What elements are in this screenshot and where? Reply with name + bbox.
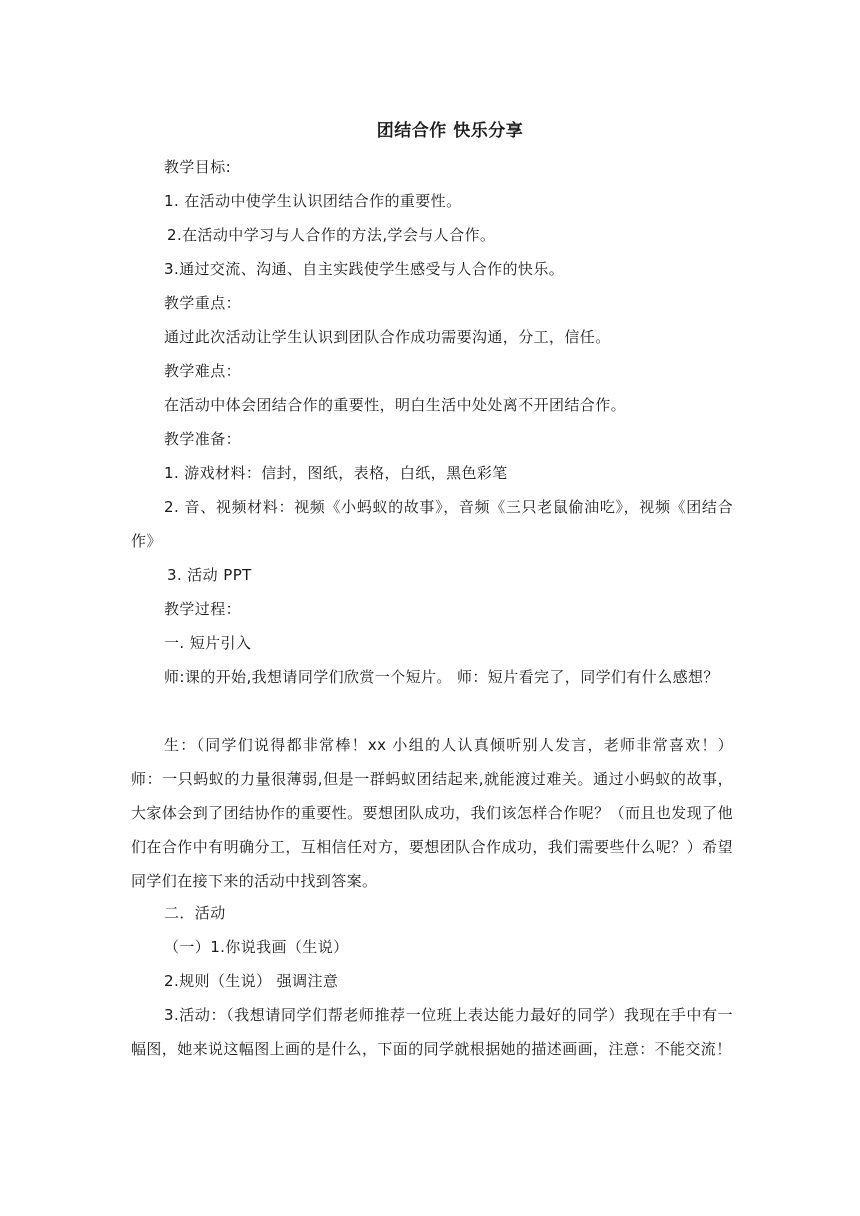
activity-item-3-paragraph: 3.活动：（我想请同学们帮老师推荐一位班上表达能力最好的同学）我现在手中有一幅图，她来说这幅图上画的是什么，下面的同学就根据她的描述画画，注意：不能交流！ bbox=[131, 1006, 733, 1058]
heading-process: 教学过程： bbox=[164, 600, 242, 618]
heading-preparation: 教学准备： bbox=[164, 430, 242, 448]
heading-key-points: 教学重点： bbox=[164, 294, 242, 312]
goal-item-2: 2.在活动中学习与人合作的方法,学会与人合作。 bbox=[167, 226, 496, 244]
teacher-intro-paragraph: 师:课的开始,我想请同学们欣赏一个短片。 师：短片看完了，同学们有什么感想？ bbox=[164, 668, 719, 686]
heading-teaching-goals: 教学目标: bbox=[164, 158, 232, 176]
section-intro-heading: 一. 短片引入 bbox=[164, 634, 252, 652]
preparation-item-1: 1. 游戏材料：信封，图纸，表格，白纸，黑色彩笔 bbox=[164, 464, 508, 482]
heading-difficulties: 教学难点： bbox=[164, 362, 242, 380]
preparation-item-2: 2. 音、视频材料：视频《小蚂蚁的故事》，音频《三只老鼠偷油吃》，视频《团结合作》 bbox=[131, 498, 733, 550]
section-activity-heading: 二．活动 bbox=[164, 904, 226, 922]
document-title: 团结合作 快乐分享 bbox=[376, 121, 524, 141]
activity-item-1: （一）1.你说我画（生说） bbox=[164, 938, 349, 956]
key-points-text: 通过此次活动让学生认识到团队合作成功需要沟通，分工，信任。 bbox=[164, 328, 611, 346]
goal-item-3: 3.通过交流、沟通、自主实践使学生感受与人合作的快乐。 bbox=[164, 260, 565, 278]
activity-item-2: 2.规则（生说） 强调注意 bbox=[164, 972, 339, 990]
goal-item-1: 1. 在活动中使学生认识团结合作的重要性。 bbox=[164, 192, 462, 210]
student-response-paragraph: 生：（同学们说得都非常棒！xx 小组的人认真倾听别人发言，老师非常喜欢！） 师：一只蚂蚁的力量很薄弱,但是一群蚂蚁团结起来,就能渡过难关。通过小蚂蚁的故事，大家体会到了团结协作的重要性。要想团队成功，我们该怎样合作呢？（而且也发现了他们在合作中有明确分工，互相信任对方，要想团队合作成功，我们需要些什么呢？）希望同学们在接下来的活动中找到答案。 bbox=[131, 736, 733, 890]
preparation-item-3: 3. 活动 PPT bbox=[167, 566, 252, 584]
difficulties-text: 在活动中体会团结合作的重要性，明白生活中处处离不开团结合作。 bbox=[164, 396, 627, 414]
